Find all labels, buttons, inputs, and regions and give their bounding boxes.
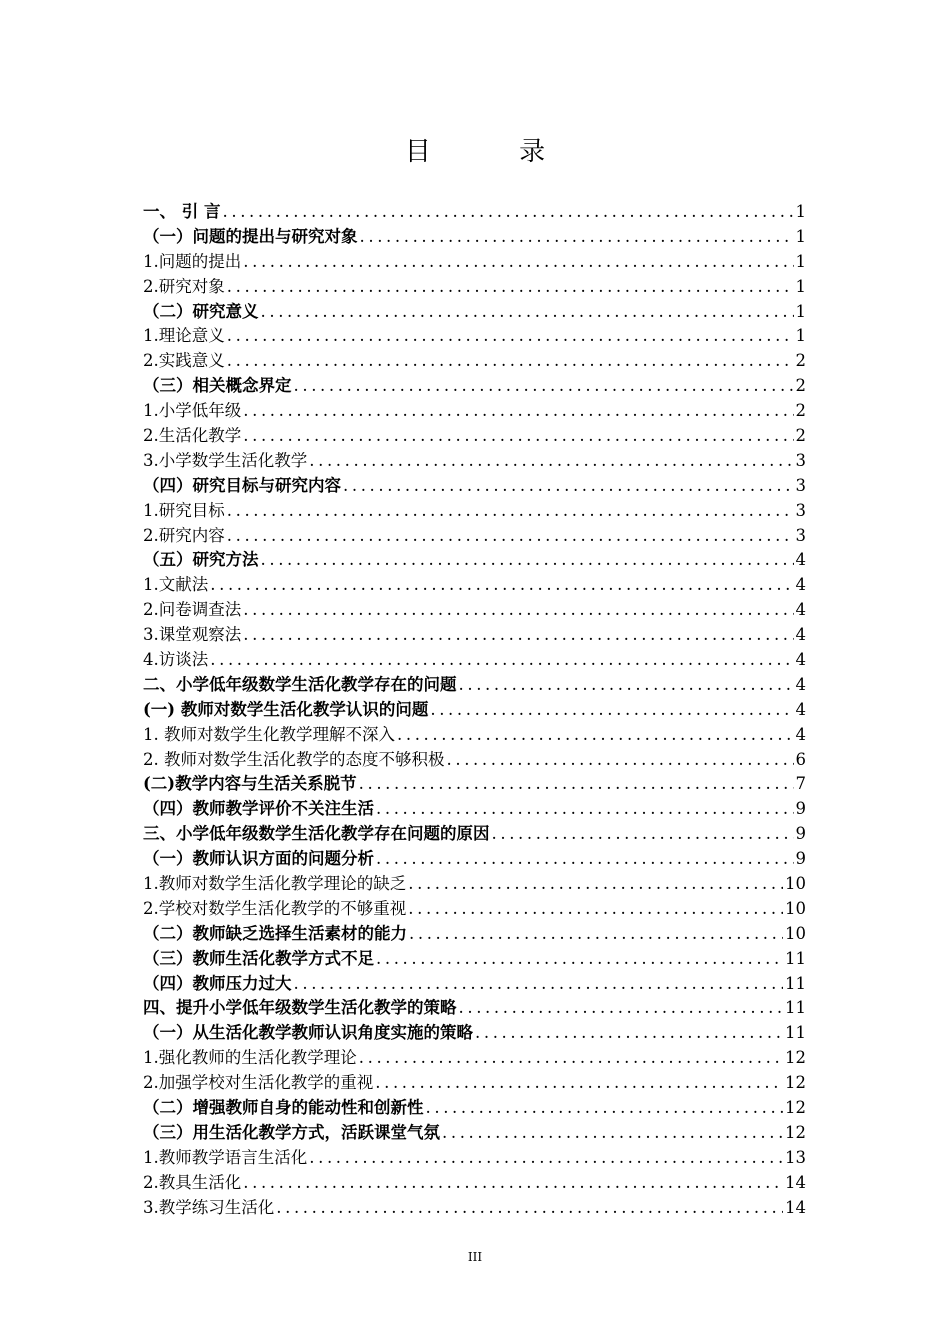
toc-entry-page: 9 (795, 849, 806, 869)
toc-leader-dots (227, 499, 794, 524)
toc-entry[interactable] (143, 225, 806, 250)
toc-entry[interactable] (143, 548, 806, 573)
toc-leader-dots (376, 847, 794, 872)
toc-entry[interactable] (143, 673, 806, 698)
toc-leader-dots (447, 748, 794, 773)
toc-entry-label: （三）用生活化教学方式，活跃课堂气氛 (143, 1122, 440, 1142)
toc-entry-label: 2.教具生活化 (143, 1172, 242, 1192)
toc-entry[interactable] (143, 1196, 806, 1221)
toc-entry-page: 9 (795, 824, 806, 844)
toc-entry[interactable] (143, 200, 806, 225)
toc-entry-label: 2.研究对象 (143, 276, 225, 296)
toc-leader-dots (376, 797, 794, 822)
toc-entry-label: （四）教师压力过大 (143, 973, 292, 993)
toc-entry[interactable] (143, 1071, 806, 1096)
toc-leader-dots (375, 1071, 783, 1096)
toc-entry[interactable] (143, 623, 806, 648)
toc-leader-dots (430, 698, 793, 723)
toc-entry[interactable] (143, 300, 806, 325)
toc-entry[interactable] (143, 797, 806, 822)
toc-entry-label: 1.理论意义 (143, 326, 225, 346)
toc-entry-page: 4 (795, 600, 806, 620)
toc-entry-label: 三、小学低年级数学生活化教学存在问题的原因 (143, 824, 490, 844)
toc-leader-dots (276, 1196, 783, 1221)
toc-entry-page: 11 (785, 1023, 806, 1043)
toc-leader-dots (294, 374, 794, 399)
toc-entry-label: 2.加强学校对生活化教学的重视 (143, 1073, 374, 1093)
toc-leader-dots (243, 623, 793, 648)
toc-entry-label: 2.问卷调查法 (143, 600, 242, 620)
toc-entry-label: 3.课堂观察法 (143, 625, 242, 645)
toc-leader-dots (294, 972, 784, 997)
toc-entry-page: 3 (795, 500, 806, 520)
toc-leader-dots (459, 673, 794, 698)
toc-entry[interactable] (143, 275, 806, 300)
toc-entry-page: 4 (795, 699, 806, 719)
toc-leader-dots (408, 872, 783, 897)
toc-leader-dots (227, 349, 794, 374)
toc-entry-page: 6 (795, 749, 806, 769)
toc-entry[interactable] (143, 573, 806, 598)
toc-entry-page: 12 (785, 1048, 806, 1068)
toc-entry[interactable] (143, 822, 806, 847)
toc-entry-label: （一）从生活化教学教师认识角度实施的策略 (143, 1023, 473, 1043)
toc-entry[interactable] (143, 598, 806, 623)
toc-entry-page: 10 (785, 874, 806, 894)
table-of-contents (143, 200, 806, 1221)
toc-entry-label: 2.生活化教学 (143, 426, 242, 445)
toc-entry-label: （二）研究意义 (143, 301, 259, 321)
toc-entry-page: 1 (795, 276, 806, 296)
toc-entry[interactable] (143, 872, 806, 897)
toc-entry[interactable] (143, 1096, 806, 1121)
toc-entry-label: 1.问题的提出 (143, 251, 242, 271)
toc-entry[interactable] (143, 324, 806, 349)
toc-entry-label: 2.学校对数学生活化教学的不够重视 (143, 898, 407, 918)
toc-leader-dots (227, 324, 794, 349)
toc-entry[interactable] (143, 524, 806, 549)
toc-leader-dots (426, 1096, 784, 1121)
toc-entry-page: 9 (795, 799, 806, 819)
toc-entry-page: 13 (785, 1147, 806, 1167)
toc-entry[interactable] (143, 1121, 806, 1146)
toc-entry-page: 11 (785, 998, 806, 1018)
toc-entry-page: 4 (795, 550, 806, 570)
toc-leader-dots (210, 648, 793, 673)
toc-entry[interactable] (143, 374, 806, 399)
toc-entry-page: 14 (785, 1197, 806, 1217)
toc-entry-label: （三）相关概念界定 (143, 376, 292, 396)
toc-entry[interactable] (143, 772, 806, 797)
toc-entry[interactable] (143, 922, 806, 947)
toc-leader-dots (459, 997, 784, 1022)
toc-entry[interactable] (143, 897, 806, 922)
toc-leader-dots (261, 548, 794, 573)
toc-entry-page: 2 (795, 351, 806, 371)
toc-entry[interactable] (143, 648, 806, 673)
toc-entry[interactable] (143, 847, 806, 872)
toc-entry-page: 1 (795, 201, 806, 221)
toc-entry[interactable] (143, 1146, 806, 1171)
toc-entry[interactable] (143, 1171, 806, 1196)
toc-entry-page: 4 (795, 674, 806, 694)
toc-entry-page: 12 (785, 1073, 806, 1093)
toc-leader-dots (408, 897, 783, 922)
toc-leader-dots (359, 1046, 783, 1071)
toc-entry-label: 一、 引 言 (143, 201, 221, 221)
toc-entry-page: 12 (785, 1098, 806, 1118)
toc-entry-label: 1.文献法 (143, 575, 209, 595)
toc-entry-page: 11 (785, 973, 806, 993)
toc-entry-label: 2. 教师对数学生活化教学的态度不够积极 (143, 749, 445, 769)
toc-entry[interactable] (143, 1046, 806, 1071)
toc-leader-dots (409, 922, 783, 947)
toc-entry-label: 1.小学低年级 (143, 401, 242, 421)
toc-entry-label: (二)教学内容与生活关系脱节 (143, 774, 357, 794)
toc-entry[interactable] (143, 424, 806, 449)
toc-entry-label: 3.小学数学生活化教学 (143, 450, 308, 470)
toc-entry[interactable] (143, 349, 806, 374)
toc-entry[interactable] (143, 449, 806, 474)
toc-entry-page: 4 (795, 575, 806, 595)
toc-leader-dots (227, 275, 794, 300)
toc-entry-label: （二）教师缺乏选择生活素材的能力 (143, 923, 407, 943)
page-title: 目 录 (404, 137, 586, 167)
toc-leader-dots (309, 1146, 783, 1171)
toc-entry-page: 14 (785, 1172, 806, 1192)
toc-entry[interactable] (143, 499, 806, 524)
toc-entry-label: 3.教学练习生活化 (143, 1197, 275, 1217)
toc-entry-page: 11 (785, 948, 806, 968)
toc-entry-page: 3 (795, 450, 806, 470)
toc-entry-label: 2.实践意义 (143, 351, 225, 371)
toc-leader-dots (243, 424, 793, 449)
toc-leader-dots (309, 449, 793, 474)
toc-leader-dots (243, 399, 793, 424)
toc-entry-label: （三）教师生活化教学方式不足 (143, 948, 374, 968)
toc-entry[interactable] (143, 723, 806, 748)
toc-leader-dots (492, 822, 794, 847)
toc-entry-label: 1.强化教师的生活化教学理论 (143, 1048, 357, 1068)
toc-leader-dots (210, 573, 793, 598)
page-number-footer: III (467, 1250, 483, 1264)
toc-entry-label: （二）增强教师自身的能动性和创新性 (143, 1098, 424, 1118)
toc-entry-page: 3 (795, 475, 806, 495)
toc-entry[interactable] (143, 1021, 806, 1046)
toc-entry-label: 2.研究内容 (143, 525, 225, 545)
toc-entry[interactable] (143, 399, 806, 424)
toc-entry-page: 10 (785, 898, 806, 918)
toc-leader-dots (227, 524, 794, 549)
toc-entry-page: 1 (795, 326, 806, 346)
toc-entry[interactable] (143, 698, 806, 723)
toc-entry[interactable] (143, 997, 806, 1022)
toc-entry-label: （四）教师教学评价不关注生活 (143, 799, 374, 819)
toc-entry-page: 4 (795, 625, 806, 645)
toc-entry-label: （一）问题的提出与研究对象 (143, 226, 358, 246)
toc-entry-label: 1.研究目标 (143, 500, 225, 520)
toc-leader-dots (243, 598, 793, 623)
toc-entry[interactable] (143, 474, 806, 499)
toc-entry[interactable] (143, 972, 806, 997)
toc-leader-dots (359, 772, 794, 797)
toc-entry-label: (一) 教师对数学生活化教学认识的问题 (143, 699, 429, 719)
toc-entry-label: 1.教师对数学生活化教学理论的缺乏 (143, 874, 407, 894)
toc-entry-page: 7 (795, 774, 806, 794)
toc-entry-page: 4 (795, 724, 806, 744)
toc-entry-label: （四）研究目标与研究内容 (143, 475, 341, 495)
toc-leader-dots (343, 474, 794, 499)
toc-leader-dots (376, 947, 783, 972)
toc-entry-page: 2 (795, 401, 806, 421)
toc-entry-page: 2 (795, 376, 806, 396)
toc-entry-page: 2 (795, 426, 806, 445)
toc-leader-dots (397, 723, 794, 748)
toc-leader-dots (442, 1121, 783, 1146)
toc-leader-dots (223, 200, 794, 225)
toc-entry-page: 1 (795, 301, 806, 321)
toc-entry-page: 1 (795, 226, 806, 246)
toc-entry[interactable] (143, 250, 806, 275)
toc-entry-label: 1.教师教学语言生活化 (143, 1147, 308, 1167)
toc-leader-dots (360, 225, 794, 250)
toc-entry-page: 1 (795, 251, 806, 271)
toc-entry[interactable] (143, 748, 806, 773)
toc-entry-page: 3 (795, 525, 806, 545)
toc-entry-label: （五）研究方法 (143, 550, 259, 570)
toc-leader-dots (243, 250, 793, 275)
toc-entry-page: 12 (785, 1122, 806, 1142)
toc-leader-dots (475, 1021, 783, 1046)
toc-leader-dots (261, 300, 794, 325)
toc-entry-label: 4.访谈法 (143, 650, 209, 670)
toc-entry[interactable] (143, 947, 806, 972)
toc-entry-page: 4 (795, 650, 806, 670)
toc-leader-dots (243, 1171, 783, 1196)
toc-entry-label: 四、提升小学低年级数学生活化教学的策略 (143, 998, 457, 1018)
toc-entry-label: 1. 教师对数学生化教学理解不深入 (143, 724, 395, 744)
toc-entry-label: （一）教师认识方面的问题分析 (143, 849, 374, 869)
toc-entry-label: 二、小学低年级数学生活化教学存在的问题 (143, 674, 457, 694)
toc-entry-page: 10 (785, 923, 806, 943)
